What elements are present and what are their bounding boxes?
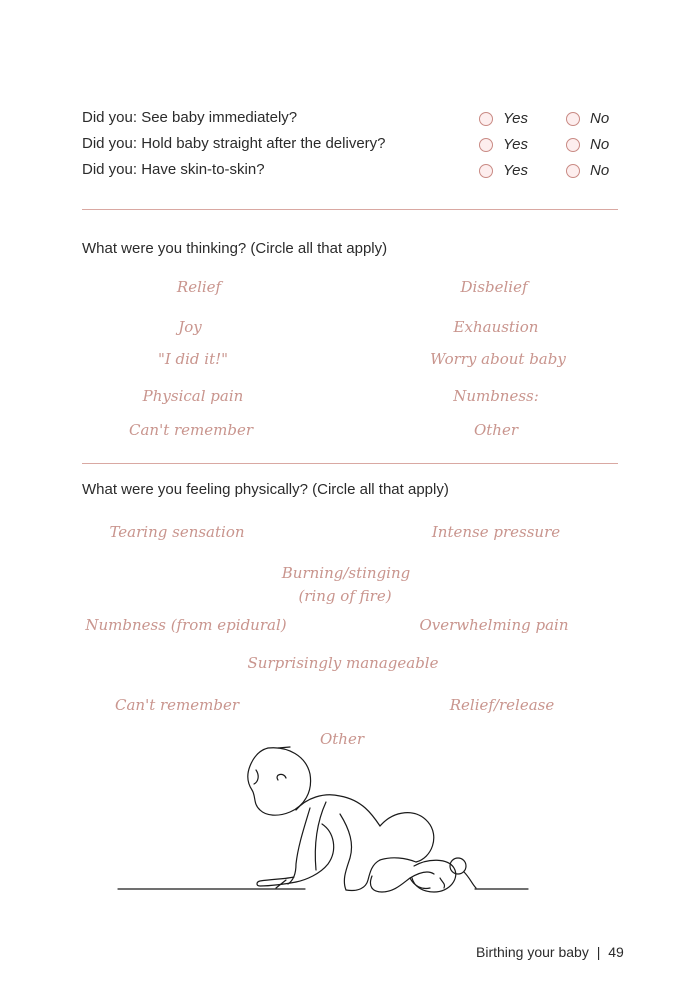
- feeling-option-burning-stinging[interactable]: Burning/stinging: [281, 564, 411, 582]
- see-baby-yes-option[interactable]: [479, 110, 528, 127]
- see-baby-no-radio[interactable]: [566, 112, 580, 126]
- thinking-section-title: What were you thinking? (Circle all that apply): [82, 240, 388, 257]
- feeling-option-cant-remember[interactable]: Can't remember: [114, 696, 240, 714]
- thinking-option-numbness[interactable]: Numbness:: [453, 387, 539, 405]
- thinking-option-other[interactable]: Other: [473, 421, 519, 439]
- page-footer: [476, 944, 624, 960]
- feeling-option-ring-of-fire[interactable]: (ring of fire): [298, 587, 392, 605]
- see-baby-no-option[interactable]: [566, 110, 609, 127]
- skin-to-skin-yes-radio[interactable]: [479, 164, 493, 178]
- skin-to-skin-no-radio[interactable]: [566, 164, 580, 178]
- section-divider: [82, 463, 618, 464]
- see-baby-yes-radio[interactable]: [479, 112, 493, 126]
- thinking-option-relief[interactable]: Relief: [176, 278, 222, 296]
- question-see-baby: Did you: See baby immediately?: [82, 109, 298, 126]
- hold-baby-yes-label: Yes: [503, 136, 529, 153]
- feeling-option-tearing-sensation[interactable]: Tearing sensation: [109, 523, 245, 541]
- thinking-option-i-did-it[interactable]: "I did it!": [157, 350, 229, 368]
- feeling-option-relief-release[interactable]: Relief/release: [449, 696, 555, 714]
- hold-baby-no-label: No: [590, 136, 610, 153]
- question-skin-to-skin: Did you: Have skin-to-skin?: [82, 161, 265, 178]
- footer-section-title: Birthing your baby: [476, 944, 589, 960]
- feeling-option-surprisingly-manageable[interactable]: Surprisingly manageable: [247, 654, 439, 672]
- question-hold-baby: Did you: Hold baby straight after the delivery?: [82, 135, 386, 152]
- section-divider: [82, 209, 618, 210]
- hold-baby-yes-radio[interactable]: [479, 138, 493, 152]
- hold-baby-yes-option[interactable]: [479, 136, 528, 153]
- skin-to-skin-yes-option[interactable]: [479, 162, 528, 179]
- thinking-option-joy[interactable]: Joy: [178, 318, 202, 336]
- thinking-option-physical-pain[interactable]: Physical pain: [142, 387, 244, 405]
- skin-to-skin-yes-label: Yes: [503, 162, 529, 179]
- skin-to-skin-no-label: No: [590, 162, 610, 179]
- thinking-option-worry-about-baby[interactable]: Worry about baby: [430, 350, 566, 368]
- hold-baby-no-radio[interactable]: [566, 138, 580, 152]
- thinking-option-cant-remember[interactable]: Can't remember: [128, 421, 254, 439]
- thinking-option-disbelief[interactable]: Disbelief: [460, 278, 528, 296]
- feeling-option-numbness-epidural[interactable]: Numbness (from epidural): [85, 616, 287, 634]
- skin-to-skin-no-option[interactable]: [566, 162, 609, 179]
- see-baby-no-label: No: [590, 110, 610, 127]
- crawling-baby-icon: [110, 740, 540, 900]
- hold-baby-no-option[interactable]: [566, 136, 609, 153]
- see-baby-yes-label: Yes: [503, 110, 529, 127]
- feeling-section-title: What were you feeling physically? (Circle all that apply): [82, 481, 449, 498]
- feeling-option-other[interactable]: Other: [319, 730, 365, 748]
- page-number: 49: [608, 944, 624, 960]
- feeling-option-overwhelming-pain[interactable]: Overwhelming pain: [419, 616, 569, 634]
- footer-separator: |: [596, 944, 601, 960]
- thinking-option-exhaustion[interactable]: Exhaustion: [453, 318, 539, 336]
- feeling-option-intense-pressure[interactable]: Intense pressure: [431, 523, 561, 541]
